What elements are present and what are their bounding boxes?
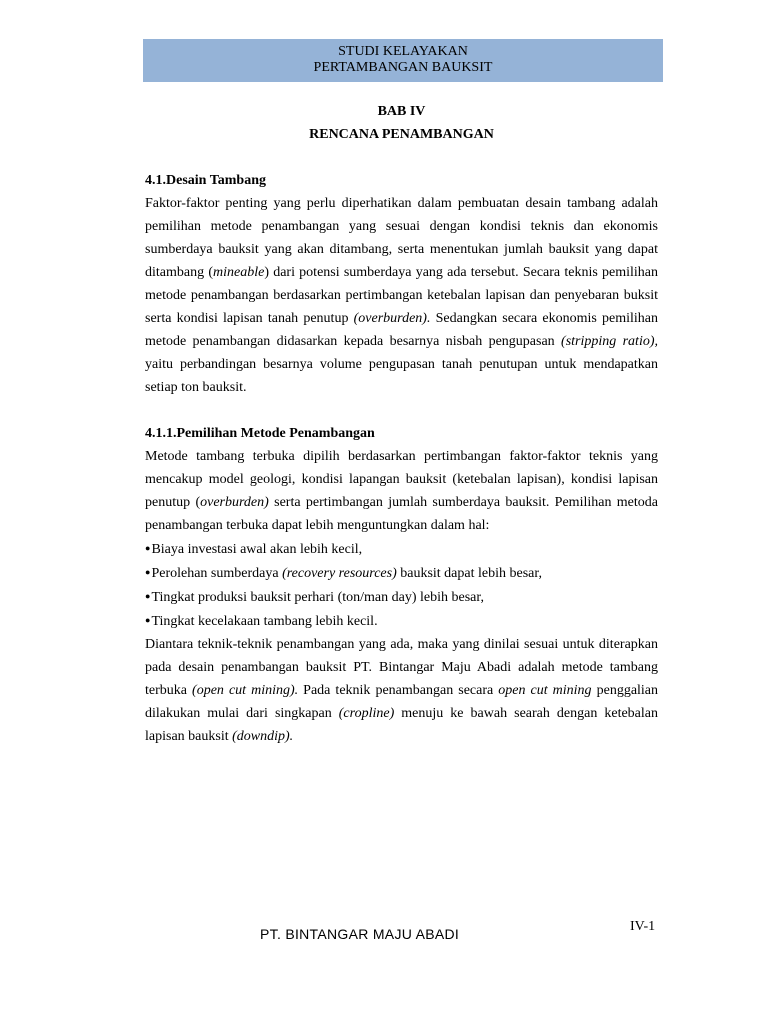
bullet-item-4: ● Tingkat kecelakaan tambang lebih kecil. bbox=[145, 609, 658, 633]
header-line-2: PERTAMBANGAN BAUKSIT bbox=[313, 60, 493, 75]
footer-company-name: PT. BINTANGAR MAJU ABADI bbox=[260, 926, 460, 942]
bullet-item-1: ● Biaya investasi awal akan lebih kecil, bbox=[145, 537, 658, 561]
section-pemilihan-paragraph-2: Diantara teknik-teknik penambangan yang ada, maka yang dinilai sesuai untuk diterapkan pada desain penambangan bauksit PT. Bintangar Maju Abadi adalah metode tambang terbuka (open cut mining). Pada teknik penambangan secara open cut mining penggalian dilakukan mulai dari singkapan (cropline) menuju ke bawah searah dengan ketebalan lapisan bauksit (downdip). bbox=[145, 637, 659, 744]
header-line-1: STUDI KELAYAKAN bbox=[338, 44, 468, 59]
section-heading-pemilihan-metode: 4.1.1.Pemilihan Metode Penambangan bbox=[145, 426, 375, 441]
page-number: IV-1 bbox=[630, 919, 656, 934]
page-content bbox=[145, 100, 658, 748]
section-desain-tambang-paragraph: Faktor-faktor penting yang perlu diperhatikan dalam pembuatan desain tambang adalah pemilihan metode penambangan yang sesuai dengan kondisi teknis dan ekonomis sumberdaya bauksit yang akan ditambang, serta menentukan jumlah bauksit yang dapat ditambang (mineable) dari potensi sumberdaya yang ada tersebut. Secara teknis pemilihan metode penambangan berdasarkan pertimbangan ketebalan lapisan dan penyebaran buksit serta kondisi lapisan tanah penutup (overburden). Sedangkan secara ekonomis pemilihan metode penambangan didasarkan kepada besarnya nisbah pengupasan (stripping ratio), yaitu perbandingan besarnya volume pengupasan tanah penutupan untuk mendapatkan setiap ton bauksit. bbox=[145, 196, 658, 395]
section-heading-desain-tambang: 4.1.Desain Tambang bbox=[145, 173, 266, 188]
bullet-item-2: ● Perolehan sumberdaya (recovery resources) bauksit dapat lebih besar, bbox=[145, 561, 658, 585]
document-header bbox=[143, 39, 663, 82]
bullet-item-3: ● Tingkat produksi bauksit perhari (ton/man day) lebih besar, bbox=[145, 585, 658, 609]
section-pemilihan-paragraph-1: Metode tambang terbuka dipilih berdasarkan pertimbangan faktor-faktor teknis yang mencakup model geologi, kondisi lapangan bauksit (ketebalan lapisan), kondisi lapisan penutup (overburden) serta pertimbangan jumlah sumberdaya bauksit. Pemilihan metoda penambangan terbuka dapat lebih menguntungkan dalam hal: bbox=[145, 449, 658, 533]
chapter-title: RENCANA PENAMBANGAN bbox=[309, 127, 494, 142]
chapter-number: BAB IV bbox=[377, 104, 426, 119]
